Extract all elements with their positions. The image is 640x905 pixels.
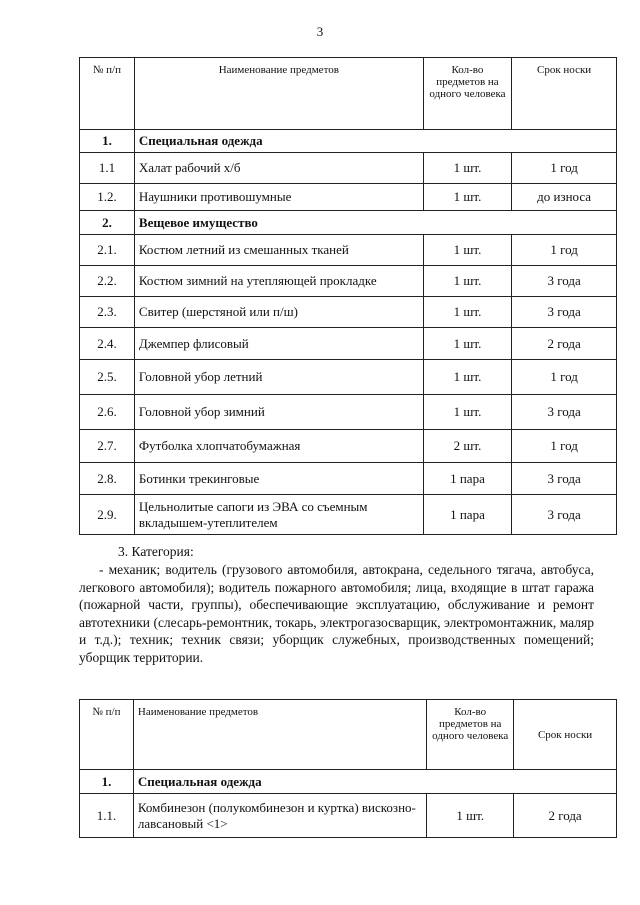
row-num: 2.5. bbox=[80, 360, 135, 395]
header-name: Наименование предметов bbox=[134, 58, 423, 130]
row-term: 3 года bbox=[512, 266, 617, 297]
row-name: Головной убор зимний bbox=[134, 395, 423, 430]
header-qty: Кол-во предметов на одного человека bbox=[427, 700, 514, 770]
row-qty: 1 шт. bbox=[423, 395, 511, 430]
row-name: Свитер (шерстяной или п/ш) bbox=[134, 297, 423, 328]
category-heading: 3. Категория: bbox=[118, 544, 194, 559]
row-term: 2 года bbox=[514, 794, 617, 838]
clothing-table-2 bbox=[79, 699, 617, 838]
row-qty: 2 шт. bbox=[423, 430, 511, 463]
row-name: Костюм зимний на утепляющей прокладке bbox=[134, 266, 423, 297]
table-row bbox=[80, 463, 617, 495]
row-term: 3 года bbox=[512, 297, 617, 328]
row-num: 2.8. bbox=[80, 463, 135, 495]
row-name: Костюм летний из смешанных тканей bbox=[134, 235, 423, 266]
row-term: 3 года bbox=[512, 395, 617, 430]
row-num: 2.1. bbox=[80, 235, 135, 266]
row-qty: 1 шт. bbox=[423, 360, 511, 395]
category-text: - механик; водитель (грузового автомобиля, автокрана, седельного тягача, автобуса, легкового автомобиля); водитель пожарного автомобиля; лица, входящие в штат гаража (пожарной части, группы), обеспечивающие эксплуатацию, обслуживание и ремонт автотехники (слесарь-ремонтник, токарь, электрогазосварщик, электромонтажник, маляр и т.д.); техник; техник связи; уборщик служебных, производственных помещений; уборщик территории. bbox=[79, 562, 594, 665]
row-term: 1 год bbox=[512, 235, 617, 266]
table-row bbox=[80, 430, 617, 463]
row-num: 2.7. bbox=[80, 430, 135, 463]
table-row bbox=[80, 495, 617, 535]
row-term: 3 года bbox=[512, 463, 617, 495]
row-name: Вещевое имущество bbox=[134, 211, 616, 235]
row-qty: 1 шт. bbox=[423, 297, 511, 328]
table-section-row bbox=[80, 770, 617, 794]
row-term: 1 год bbox=[512, 430, 617, 463]
table-row bbox=[80, 266, 617, 297]
table-header-row bbox=[80, 58, 617, 130]
header-term: Срок носки bbox=[514, 700, 617, 770]
row-qty: 1 шт. bbox=[423, 266, 511, 297]
row-name: Джемпер флисовый bbox=[134, 328, 423, 360]
row-term: до износа bbox=[512, 184, 617, 211]
row-name: Футболка хлопчатобумажная bbox=[134, 430, 423, 463]
row-name: Цельнолитые сапоги из ЭВА со съемным вкладышем-утеплителем bbox=[134, 495, 423, 535]
row-name: Комбинезон (полукомбинезон и куртка) вискозно-лавсановый <1> bbox=[133, 794, 426, 838]
header-qty: Кол-во предметов на одного человека bbox=[423, 58, 511, 130]
row-qty: 1 шт. bbox=[423, 184, 511, 211]
table-section-row bbox=[80, 211, 617, 235]
row-num: 2. bbox=[80, 211, 135, 235]
row-term: 1 год bbox=[512, 153, 617, 184]
row-term: 2 года bbox=[512, 328, 617, 360]
row-num: 2.4. bbox=[80, 328, 135, 360]
table-row bbox=[80, 395, 617, 430]
table-header-row bbox=[80, 700, 617, 770]
page-number: 3 bbox=[316, 24, 324, 39]
clothing-table-1 bbox=[79, 57, 617, 535]
row-num: 2.6. bbox=[80, 395, 135, 430]
row-qty: 1 шт. bbox=[423, 153, 511, 184]
row-qty: 1 шт. bbox=[423, 235, 511, 266]
row-num: 1.1. bbox=[80, 794, 134, 838]
table-row bbox=[80, 153, 617, 184]
table-row bbox=[80, 328, 617, 360]
row-term: 3 года bbox=[512, 495, 617, 535]
row-name: Ботинки трекинговые bbox=[134, 463, 423, 495]
row-qty: 1 шт. bbox=[427, 794, 514, 838]
row-num: 2.3. bbox=[80, 297, 135, 328]
table-row bbox=[80, 297, 617, 328]
table-section-row bbox=[80, 130, 617, 153]
row-name: Специальная одежда bbox=[134, 130, 616, 153]
header-num: № п/п bbox=[80, 58, 135, 130]
row-num: 2.9. bbox=[80, 495, 135, 535]
table-row bbox=[80, 184, 617, 211]
row-num: 1.1 bbox=[80, 153, 135, 184]
row-num: 1. bbox=[80, 130, 135, 153]
row-name: Специальная одежда bbox=[133, 770, 616, 794]
row-num: 1. bbox=[80, 770, 134, 794]
header-num: № п/п bbox=[80, 700, 134, 770]
row-qty: 1 пара bbox=[423, 463, 511, 495]
row-num: 2.2. bbox=[80, 266, 135, 297]
row-name: Наушники противошумные bbox=[134, 184, 423, 211]
row-qty: 1 пара bbox=[423, 495, 511, 535]
row-num: 1.2. bbox=[80, 184, 135, 211]
header-term: Срок носки bbox=[512, 58, 617, 130]
table-row bbox=[80, 794, 617, 838]
table-row bbox=[80, 235, 617, 266]
row-term: 1 год bbox=[512, 360, 617, 395]
row-name: Халат рабочий х/б bbox=[134, 153, 423, 184]
row-name: Головной убор летний bbox=[134, 360, 423, 395]
table-row bbox=[80, 360, 617, 395]
header-name: Наименование предметов bbox=[133, 700, 426, 770]
row-qty: 1 шт. bbox=[423, 328, 511, 360]
